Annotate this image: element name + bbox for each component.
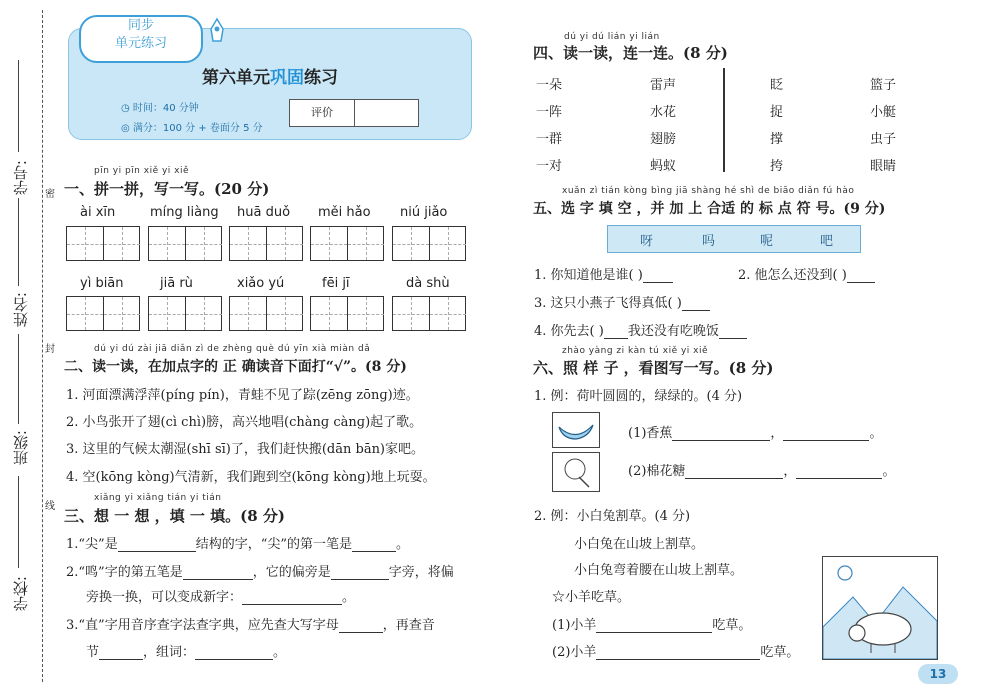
s1-r2-pinyin-5: dà shù [406,276,450,291]
s4-col2-1[interactable]: 雷声 [650,78,677,93]
s3-item-1: 1.“尖”是 结构的字，“尖”的第一笔是 。 [66,537,410,552]
s6-ex2-answer-1: (1)小羊 吃草。 [552,618,752,633]
sheep-picture [822,556,938,660]
s4-col2-3[interactable]: 翅膀 [650,132,677,147]
clock-icon: ◷ [121,103,133,114]
s1-r1-pinyin-4: měi hǎo [318,205,371,220]
binding-label-class: 班级: [12,430,30,466]
s4-col4-1[interactable]: 篮子 [870,78,897,93]
cotton-candy-icon [553,453,599,491]
s4-col4-2[interactable]: 小艇 [870,105,897,120]
banana-picture [552,412,600,448]
s6-ex2-line1: 小白兔在山坡上割草。 [574,537,705,552]
s5-choice-4[interactable]: 吧 [820,234,834,249]
s2-item-2: 2. 小鸟张开了翅(cì chì)膀，高兴地唱(chànɡ cànɡ)起了歌。 [66,415,423,430]
s6-blank-banana-2[interactable] [783,426,869,441]
s2-pinyin: dú yi dú zài jiā diǎn zì de zhèng què dú yīn xià miàn dǎ [94,344,371,354]
s3-pinyin: xiǎng yi xiǎng tián yi tián [94,493,222,503]
s2-item-3: 3. 这里的气候太潮湿(shī sī)了，我们赶快搬(dān bān)家吧。 [66,442,425,457]
s4-col1-3[interactable]: 一群 [536,132,563,147]
s1-r2-grid-2[interactable] [148,296,222,331]
binding-label-name: 姓名: [12,292,30,328]
binding-blank-class[interactable] [18,334,19,424]
s1-r1-grid-3[interactable] [229,226,303,261]
banana-icon [553,413,599,447]
s4-col4-3[interactable]: 虫子 [870,132,897,147]
check-icon: ◎ [121,123,133,134]
s1-r1-grid-1[interactable] [66,226,140,261]
s6-ex2-answer-2: (2)小羊 吃草。 [552,645,800,660]
s1-r1-pinyin-3: huā duǒ [237,205,291,220]
s5-item-2: 2. 他怎么还没到( ) [738,264,875,283]
s5-choice-1[interactable]: 呀 [640,234,654,249]
s1-r2-grid-3[interactable] [229,296,303,331]
s1-r2-pinyin-2: jiā rù [160,276,193,291]
s4-col2-2[interactable]: 水花 [650,105,677,120]
s2-item-1: 1. 河面漂满浮萍(pínɡ pín)，青蛙不见了踪(zēnɡ zōnɡ)迹。 [66,388,419,403]
s5-blank-4[interactable] [604,324,628,339]
section2-title: 二、读一读，在加点字的 正 确读音下面打“√”。(8 分) [64,359,407,375]
s5-blank-5[interactable] [719,324,747,339]
s3-blank-capital-letter[interactable] [339,618,383,633]
s5-choice-2[interactable]: 吗 [702,234,716,249]
s6-pinyin: zhào yàng zi kàn tú xiě yi xiě [562,346,709,356]
binding-blank-school[interactable] [18,476,19,568]
s6-ex1-banana: (1)香蕉 ， 。 [628,426,883,441]
s4-pinyin: dú yi dú lián yi lián [564,32,660,42]
s3-blank-radical[interactable] [331,565,389,580]
page-title: 第六单元巩固练习 [202,68,338,88]
s5-blank-1[interactable] [643,268,673,283]
s1-r1-pinyin-5: niú jiǎo [400,205,448,220]
s3-item-2b: 旁换一换，可以变成新字： 。 [86,590,356,605]
section6-title: 六、照 样 子 ，看图写一写。(8 分) [533,359,774,377]
s3-blank-structure[interactable] [118,537,196,552]
s6-blank-sheep-1[interactable] [596,618,712,633]
binding-mark-fold: 封 [45,344,55,355]
s1-r2-grid-4[interactable] [310,296,384,331]
s6-ex2-star: ☆小羊吃草。 [552,590,631,605]
s4-col3-4[interactable]: 挎 [770,159,784,174]
s3-item-2: 2.“鸣”字的第五笔是 ，它的偏旁是 字旁，将偏 [66,565,454,580]
s1-r2-pinyin-4: fēi jī [322,276,350,291]
s6-blank-sheep-2[interactable] [596,645,760,660]
s5-item-4: 4. 你先去( ) 我还没有吃晚饭 [534,320,747,339]
s1-r1-pinyin-2: míng liàng [150,205,219,220]
s5-pinyin: xuǎn zì tián kòng bìng jiā shàng hé shì de biāo diǎn fú hào [562,186,855,196]
s4-col3-2[interactable]: 捉 [770,105,784,120]
s1-r2-grid-1[interactable] [66,296,140,331]
s4-col2-4[interactable]: 蚂蚁 [650,159,677,174]
s6-blank-cotton-1[interactable] [685,464,783,479]
s3-blank-fifth-stroke[interactable] [183,565,253,580]
s3-blank-word[interactable] [195,645,273,660]
binding-mark-line: 线 [45,501,55,512]
unit-badge [79,15,203,63]
s1-r1-grid-5[interactable] [392,226,466,261]
s4-col1-4[interactable]: 一对 [536,159,563,174]
s6-blank-cotton-2[interactable] [796,464,882,479]
s5-choice-3[interactable]: 呢 [760,234,774,249]
binding-mark-seal: 密 [45,189,55,200]
s5-choice-scroll [607,225,861,253]
evaluation-label: 评价 [290,100,355,126]
s3-item-3: 3.“直”字用音序查字法查字典，应先查大写字母 ，再查音 [66,618,435,633]
binding-label-student-id: 学号: [12,160,30,196]
s3-blank-first-stroke[interactable] [352,537,396,552]
s5-blank-2[interactable] [847,268,875,283]
sheep-icon [823,557,937,659]
binding-blank-name[interactable] [18,198,19,286]
s5-blank-3[interactable] [682,296,710,311]
s6-ex1-cotton: (2)棉花糖 ， 。 [628,464,896,479]
s3-blank-syllable[interactable] [99,645,143,660]
s5-item-3: 3. 这只小燕子飞得真低( ) [534,292,710,311]
page-number: 13 [918,664,958,684]
s2-item-4: 4. 空(kōnɡ kònɡ)气清新，我们跑到空(kōnɡ kònɡ)地上玩耍。 [66,470,436,485]
s6-example-1: 1. 例：荷叶圆圆的，绿绿的。(4 分) [534,389,743,404]
s1-pinyin: pīn yi pīn xiě yi xiě [94,166,190,176]
s3-blank-new-char[interactable] [242,590,342,605]
s5-item-1: 1. 你知道他是谁( ) [534,264,673,283]
time-limit: ◷ 时间：40 分钟 [121,103,199,114]
section5-title: 五、选 字 填 空 ，并 加 上 合适 的 标 点 符 号。(9 分) [533,201,886,217]
full-score: ◎ 满分：100 分 + 卷面分 5 分 [121,123,263,134]
binding-dashed-line [42,10,43,682]
section3-title: 三、想 一 想 ，填 一 填。(8 分) [64,507,285,525]
s4-col3-1[interactable]: 眨 [770,78,784,93]
s1-r1-pinyin-1: ài xīn [80,205,116,220]
s1-r1-grid-4[interactable] [310,226,384,261]
binding-label-school: 学校: [12,576,30,612]
s1-r2-grid-5[interactable] [392,296,466,331]
s4-col1-2[interactable]: 一阵 [536,105,563,120]
rocket-icon [203,17,231,47]
header-panel [68,18,472,140]
cotton-candy-picture [552,452,600,492]
evaluation-box[interactable] [289,99,419,127]
binding-blank-student-id[interactable] [18,60,19,152]
section4-title: 四、读一读，连一连。(8 分) [533,44,728,62]
s3-item-3b: 节 ，组词： 。 [86,645,287,660]
s4-col1-1[interactable]: 一朵 [536,78,563,93]
s6-blank-banana-1[interactable] [672,426,770,441]
s6-ex2-line2: 小白兔弯着腰在山坡上割草。 [574,563,744,578]
s6-example-2: 2. 例：小白兔割草。(4 分) [534,509,691,524]
section1-title: 一、拼一拼，写一写。(20 分) [64,180,270,198]
s1-r1-grid-2[interactable] [148,226,222,261]
s1-r2-pinyin-3: xiǎo yú [237,276,285,291]
s4-col3-3[interactable]: 撑 [770,132,784,147]
badge-line2: 单元练习 [114,36,167,51]
badge-line1: 同步 [127,18,154,33]
s4-col4-4[interactable]: 眼睛 [870,159,897,174]
s1-r2-pinyin-1: yì biān [80,276,124,291]
s4-divider [723,68,725,172]
